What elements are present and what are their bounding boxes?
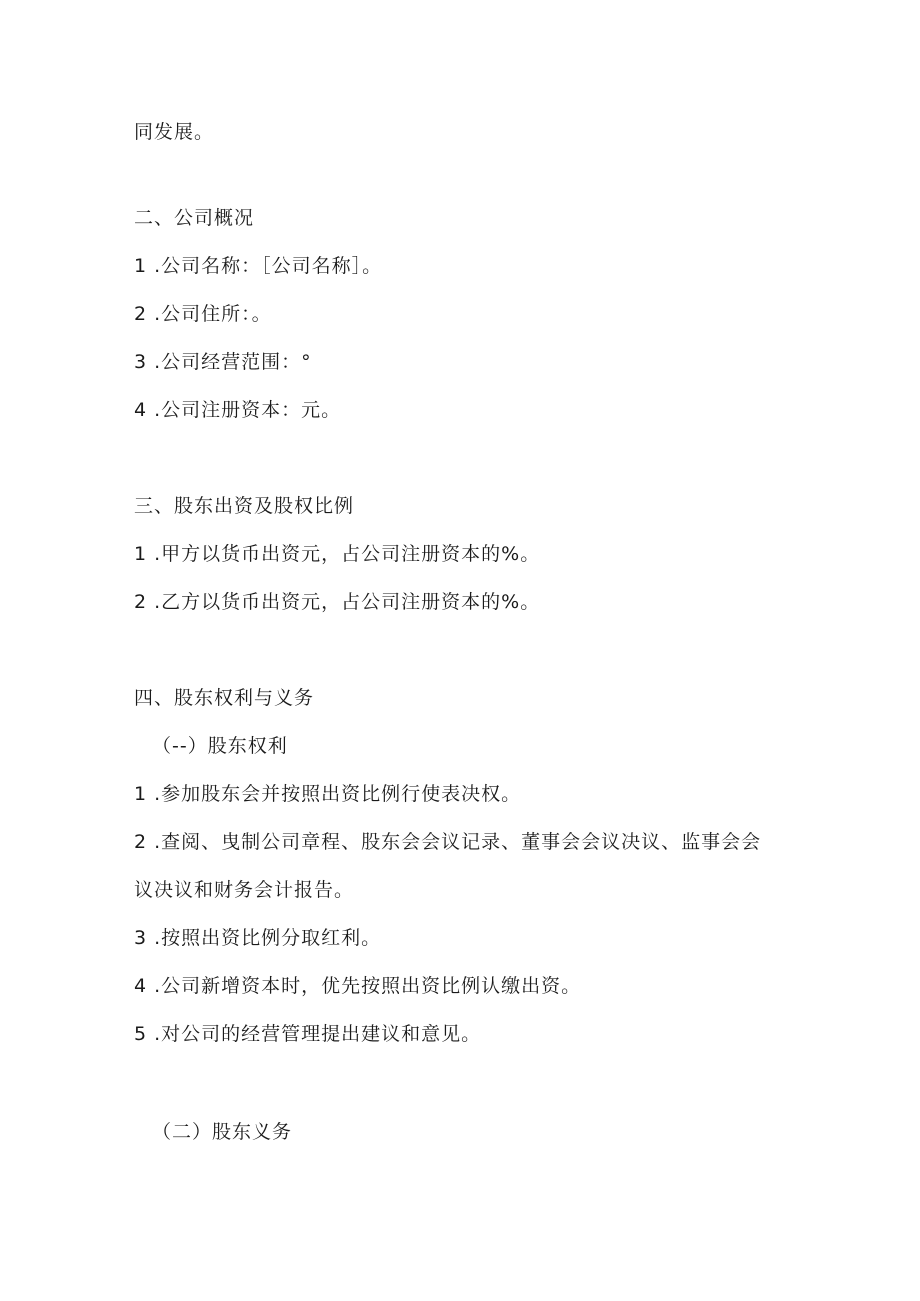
text-line: 1 .甲方以货币出资元，占公司注册资本的%。 [134,543,541,565]
text-line: 4 .公司注册资本：元。 [134,399,342,421]
text-line: 4 .公司新增资本时，优先按照出资比例认缴出资。 [134,975,582,997]
section-heading: 四、股东权利与义务 [134,687,315,709]
section-heading: 二、公司概况 [134,207,255,229]
subsection-heading: （--）股东权利 [152,735,288,757]
text-line: 2 .查阅、曳制公司章程、股东会会议记录、董事会会议决议、监事会会 [134,831,762,853]
text-line: 2 .公司住所：。 [134,303,272,325]
text-line: 2 .乙方以货币出资元，占公司注册资本的%。 [134,591,541,613]
text-line: 5 .对公司的经营管理提出建议和意见。 [134,1023,482,1045]
section-heading: 三、股东出资及股权比例 [134,495,355,517]
subsection-heading: （二）股东义务 [152,1121,293,1143]
text-line: 议决议和财务会计报告。 [134,879,355,901]
text-line: 1 .公司名称：［公司名称］。 [134,255,383,277]
text-line: 3 .按照出资比例分取红利。 [134,927,382,949]
text-line: 3 .公司经营范围：° [134,351,312,373]
text-line: 1 .参加股东会并按照出资比例行使表决权。 [134,783,522,805]
text-line: 同发展。 [134,121,215,143]
